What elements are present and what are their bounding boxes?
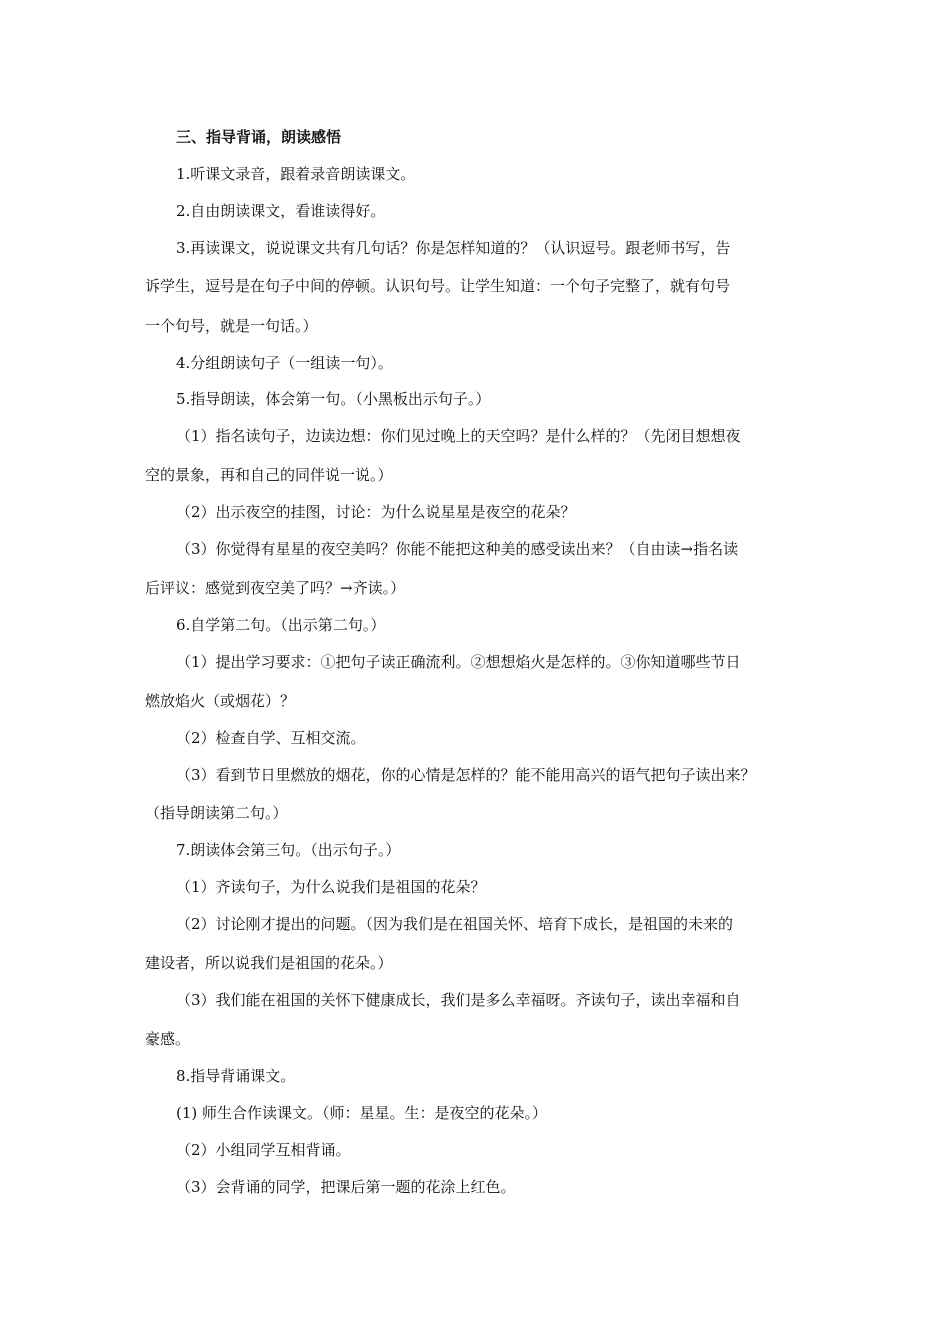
- text-line: （3）你觉得有星星的夜空美吗？你能不能把这种美的感受读出来？（自由读→指名读: [176, 540, 739, 558]
- text-line: （1）齐读句子，为什么说我们是祖国的花朵？: [176, 878, 486, 896]
- text-line: 7.朗读体会第三句。（出示句子。）: [176, 841, 401, 859]
- section-heading: 三、指导背诵，朗读感悟: [176, 128, 342, 146]
- text-line: （2）检查自学、互相交流。: [176, 729, 366, 747]
- text-line: （1）提出学习要求：①把句子读正确流利。②想想焰火是怎样的。③你知道哪些节日: [176, 653, 741, 671]
- text-line: （3）会背诵的同学，把课后第一题的花涂上红色。: [176, 1178, 516, 1196]
- text-line: 燃放焰火（或烟花）？: [145, 692, 296, 710]
- text-line: (1) 师生合作读课文。（师：星星。生：是夜空的花朵。）: [176, 1104, 548, 1122]
- text-line: （3）看到节日里燃放的烟花，你的心情是怎样的？能不能用高兴的语气把句子读出来？: [176, 766, 756, 784]
- text-line: 8.指导背诵课文。: [176, 1067, 296, 1085]
- text-line: （2）出示夜空的挂图，讨论：为什么说星星是夜空的花朵？: [176, 503, 576, 521]
- text-line: 6.自学第二句。（出示第二句。）: [176, 616, 386, 634]
- text-line: 后评议：感觉到夜空美了吗？→齐读。）: [145, 579, 406, 597]
- text-line: 4.分组朗读句子（一组读一句）。: [176, 354, 393, 372]
- text-line: 豪感。: [145, 1030, 191, 1048]
- text-line: （2）小组同学互相背诵。: [176, 1141, 351, 1159]
- text-line: 3.再读课文，说说课文共有几句话？你是怎样知道的？（认识逗号。跟老师书写，告: [176, 239, 731, 257]
- text-line: （2）讨论刚才提出的问题。（因为我们是在祖国关怀、培育下成长，是祖国的未来的: [176, 915, 734, 933]
- text-line: （指导朗读第二句。）: [145, 804, 288, 822]
- text-line: 2.自由朗读课文，看谁读得好。: [176, 202, 386, 220]
- text-line: （1）指名读句子，边读边想：你们见过晚上的天空吗？是什么样的？（先闭目想想夜: [176, 427, 741, 445]
- text-line: 建设者，所以说我们是祖国的花朵。）: [145, 954, 393, 972]
- text-line: 空的景象，再和自己的同伴说一说。）: [145, 466, 393, 484]
- text-line: 1.听课文录音，跟着录音朗读课文。: [176, 165, 416, 183]
- text-line: 诉学生，逗号是在句子中间的停顿。认识句号。让学生知道：一个句子完整了，就有句号: [145, 277, 731, 295]
- text-line: 一个句号，就是一句话。）: [145, 317, 318, 335]
- text-line: （3）我们能在祖国的关怀下健康成长，我们是多么幸福呀。齐读句子，读出幸福和自: [176, 991, 741, 1009]
- text-line: 5.指导朗读，体会第一句。（小黑板出示句子。）: [176, 390, 491, 408]
